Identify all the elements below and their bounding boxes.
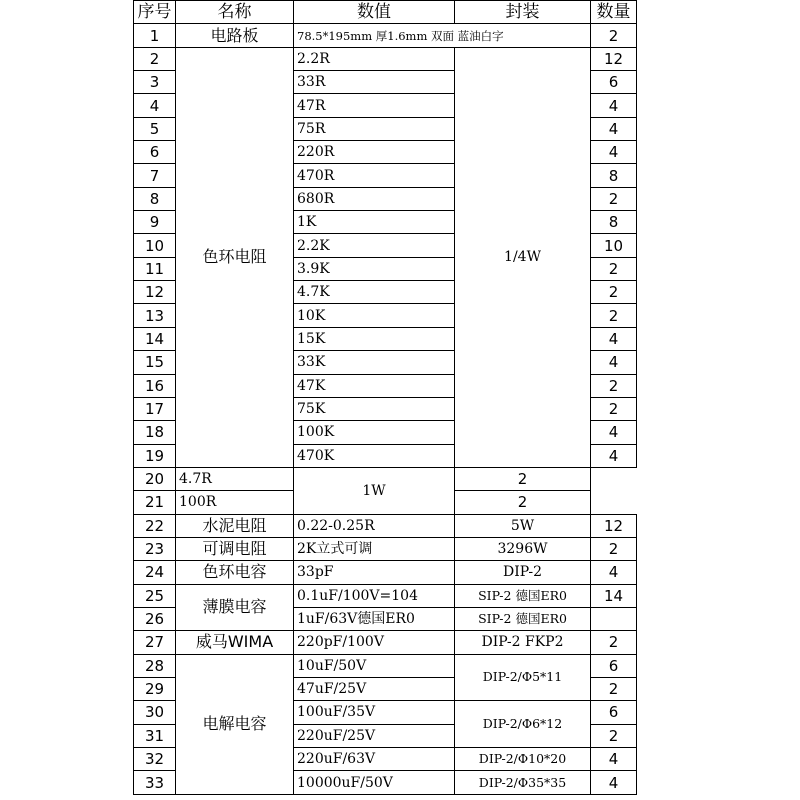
package-five-watt: 5W xyxy=(455,514,591,537)
row-value: 100uF/35V xyxy=(294,701,455,724)
row-qty: 12 xyxy=(591,514,637,537)
row-index: 27 xyxy=(134,631,176,654)
package-dip2-d35x35: DIP-2/Φ35*35 xyxy=(455,771,591,794)
row-value: 47uF/25V xyxy=(294,677,455,700)
row-index: 28 xyxy=(134,654,176,677)
row-qty: 2 xyxy=(455,467,591,490)
row-qty: 2 xyxy=(591,631,637,654)
row-value: 1K xyxy=(294,211,455,234)
row-index: 2 xyxy=(134,47,176,70)
row-index: 21 xyxy=(134,491,176,514)
row-index: 5 xyxy=(134,117,176,140)
table-row xyxy=(134,514,637,537)
group-film-capacitor: 薄膜电容 xyxy=(176,584,294,631)
row-value: 47K xyxy=(294,374,455,397)
group-pcb: 电路板 xyxy=(176,24,294,47)
row-index: 29 xyxy=(134,677,176,700)
row-index: 18 xyxy=(134,421,176,444)
row-index: 33 xyxy=(134,771,176,794)
row-qty: 6 xyxy=(591,654,637,677)
table-row xyxy=(134,47,637,70)
row-index: 10 xyxy=(134,234,176,257)
row-value: 100R xyxy=(176,491,294,514)
row-value: 220uF/25V xyxy=(294,724,455,747)
row-value: 0.1uF/100V=104 xyxy=(294,584,455,607)
row-value: 220R xyxy=(294,141,455,164)
row-qty: 4 xyxy=(591,421,637,444)
row-value: 470R xyxy=(294,164,455,187)
table-row xyxy=(134,537,637,560)
row-qty: 2 xyxy=(591,187,637,210)
row-qty: 4 xyxy=(591,771,637,794)
group-color-ring-resistor: 色环电阻 xyxy=(176,47,294,467)
row-index: 17 xyxy=(134,397,176,420)
package-dip2-d5x11: DIP-2/Φ5*11 xyxy=(455,654,591,701)
bom-table xyxy=(133,0,637,795)
row-value: 4.7K xyxy=(294,281,455,304)
row-index: 26 xyxy=(134,607,176,630)
row-qty: 6 xyxy=(591,701,637,724)
row-index: 24 xyxy=(134,561,176,584)
row-value: 15K xyxy=(294,327,455,350)
row-index: 11 xyxy=(134,257,176,280)
package-dip2-fkp2: DIP-2 FKP2 xyxy=(455,631,591,654)
table-row xyxy=(134,467,637,490)
row-value: 33R xyxy=(294,71,455,94)
row-qty: 4 xyxy=(591,327,637,350)
row-value: 78.5*195mm 厚1.6mm 双面 蓝油白字 xyxy=(294,24,591,47)
package-quarter-watt: 1/4W xyxy=(455,47,591,467)
row-value: 220uF/63V xyxy=(294,748,455,771)
row-value: 3.9K xyxy=(294,257,455,280)
package-dip2-d10x20: DIP-2/Φ10*20 xyxy=(455,748,591,771)
row-index: 19 xyxy=(134,444,176,467)
row-index: 31 xyxy=(134,724,176,747)
row-qty: 2 xyxy=(591,724,637,747)
row-value: 2.2K xyxy=(294,234,455,257)
row-value: 100K xyxy=(294,421,455,444)
group-electrolytic-capacitor: 电解电容 xyxy=(176,654,294,794)
row-index: 15 xyxy=(134,351,176,374)
row-qty: 2 xyxy=(455,491,591,514)
row-qty: 6 xyxy=(591,71,637,94)
group-color-ring-inductor: 色环电容 xyxy=(176,561,294,584)
row-value: 75K xyxy=(294,397,455,420)
row-value: 0.22-0.25R xyxy=(294,514,455,537)
package-dip2: DIP-2 xyxy=(455,561,591,584)
row-qty: 10 xyxy=(591,234,637,257)
header-value: 数值 xyxy=(294,1,455,24)
row-value: 75R xyxy=(294,117,455,140)
row-qty: 2 xyxy=(591,537,637,560)
row-qty: 4 xyxy=(591,351,637,374)
table-row xyxy=(134,654,637,677)
group-cement-resistor: 水泥电阻 xyxy=(176,514,294,537)
package-one-watt: 1W xyxy=(294,467,455,514)
row-qty: 2 xyxy=(591,677,637,700)
row-qty: 12 xyxy=(591,47,637,70)
row-index: 4 xyxy=(134,94,176,117)
row-index: 14 xyxy=(134,327,176,350)
row-qty: 14 xyxy=(591,584,637,607)
row-index: 32 xyxy=(134,748,176,771)
row-index: 20 xyxy=(134,467,176,490)
row-index: 7 xyxy=(134,164,176,187)
row-qty: 2 xyxy=(591,24,637,47)
package-sip2-er0: SIP-2 德国ER0 xyxy=(455,584,591,607)
row-value: 220pF/100V xyxy=(294,631,455,654)
row-value: 470K xyxy=(294,444,455,467)
row-index: 6 xyxy=(134,141,176,164)
row-value: 33pF xyxy=(294,561,455,584)
row-qty: 4 xyxy=(591,94,637,117)
header-name: 名称 xyxy=(176,1,294,24)
row-value: 33K xyxy=(294,351,455,374)
table-row xyxy=(134,24,637,47)
package-trimmer: 3296W xyxy=(455,537,591,560)
header-package: 封装 xyxy=(455,1,591,24)
row-index: 1 xyxy=(134,24,176,47)
row-value: 10uF/50V xyxy=(294,654,455,677)
row-index: 9 xyxy=(134,211,176,234)
group-adjustable-resistor: 可调电阻 xyxy=(176,537,294,560)
row-qty: 2 xyxy=(591,304,637,327)
row-index: 30 xyxy=(134,701,176,724)
row-index: 3 xyxy=(134,71,176,94)
group-wima: 威马WIMA xyxy=(176,631,294,654)
row-value: 47R xyxy=(294,94,455,117)
row-qty: 4 xyxy=(591,117,637,140)
package-dip2-d6x12: DIP-2/Φ6*12 xyxy=(455,701,591,748)
row-index: 12 xyxy=(134,281,176,304)
row-index: 13 xyxy=(134,304,176,327)
row-index: 16 xyxy=(134,374,176,397)
row-value: 1uF/63V德国ER0 xyxy=(294,607,455,630)
row-index: 25 xyxy=(134,584,176,607)
row-value: 2.2R xyxy=(294,47,455,70)
row-qty: 4 xyxy=(591,141,637,164)
row-value: 10000uF/50V xyxy=(294,771,455,794)
row-qty: 4 xyxy=(591,748,637,771)
row-qty: 2 xyxy=(591,257,637,280)
row-qty: 4 xyxy=(591,444,637,467)
row-value: 4.7R xyxy=(176,467,294,490)
header-qty: 数量 xyxy=(591,1,637,24)
row-index: 22 xyxy=(134,514,176,537)
row-index: 23 xyxy=(134,537,176,560)
row-qty: 8 xyxy=(591,164,637,187)
header-row xyxy=(134,1,637,24)
row-index: 8 xyxy=(134,187,176,210)
table-row xyxy=(134,561,637,584)
row-qty: 2 xyxy=(591,374,637,397)
package-sip2-er0: SIP-2 德国ER0 xyxy=(455,607,591,630)
row-qty: 8 xyxy=(591,211,637,234)
row-qty: 2 xyxy=(591,397,637,420)
row-qty xyxy=(591,607,637,630)
table-row xyxy=(134,584,637,607)
header-index: 序号 xyxy=(134,1,176,24)
row-qty: 4 xyxy=(591,561,637,584)
row-value: 680R xyxy=(294,187,455,210)
row-qty: 2 xyxy=(591,281,637,304)
table-row xyxy=(134,631,637,654)
row-value: 2K立式可调 xyxy=(294,537,455,560)
row-value: 10K xyxy=(294,304,455,327)
